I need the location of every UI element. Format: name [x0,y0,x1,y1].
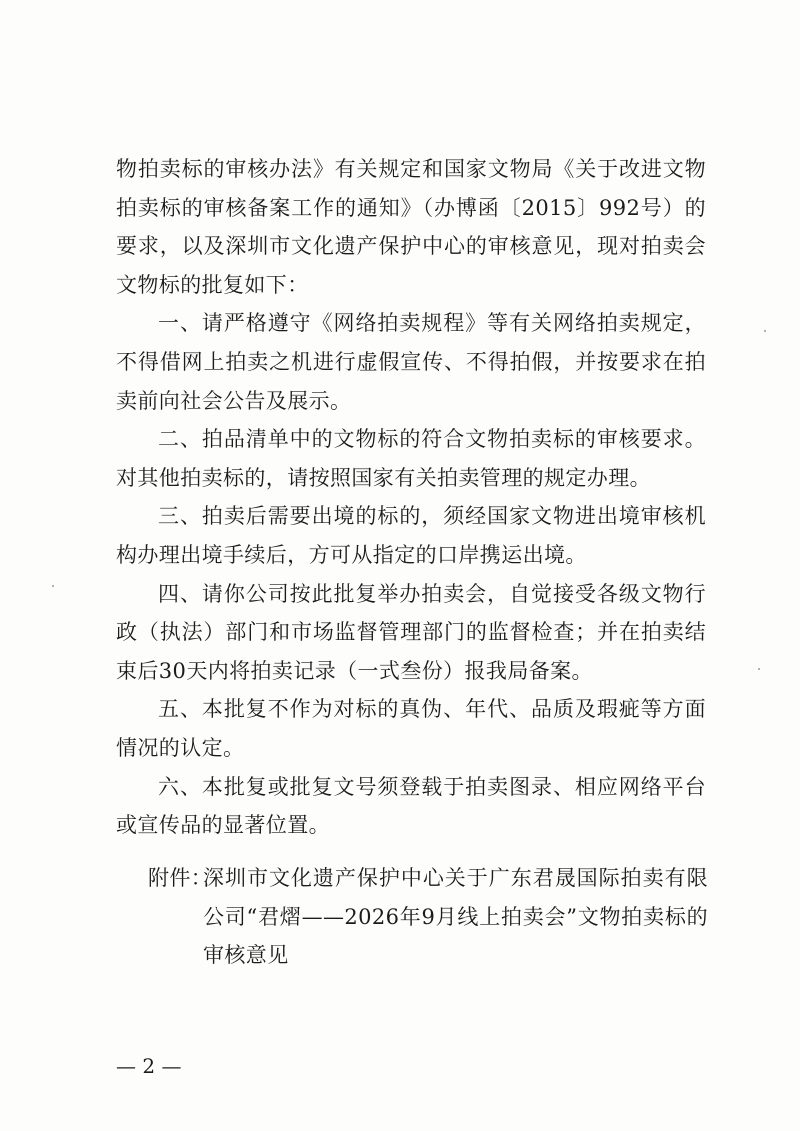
attachment-label: 附件： [148,866,213,890]
page-number: — 2 — [116,1054,182,1078]
paragraph-item-3: 三、拍卖后需要出境的标的，须经国家文物进出境审核机构办理出境手续后，方可从指定的口岸携运出境。 [116,504,706,567]
paragraph-item-1: 一、请严格遵守《网络拍卖规程》等有关网络拍卖规定，不得借网上拍卖之机进行虚假宣传、不得拍假，并按要求在拍卖前向社会公告及展示。 [116,311,706,413]
paragraph-item-2: 二、拍品清单中的文物标的符合文物拍卖标的审核要求。对其他拍卖标的，请按照国家有关拍卖管理的规定办理。 [116,427,706,490]
paragraph-item-4: 四、请你公司按此批复举办拍卖会，自觉接受各级文物行政（执法）部门和市场监督管理部门的监督检查；并在拍卖结束后30天内将拍卖记录（一式叁份）报我局备案。 [116,581,706,683]
scan-speck [764,330,766,332]
scan-speck [758,668,760,670]
document-body [116,150,706,845]
paragraph-continuation: 物拍卖标的审核办法》有关规定和国家文物局《关于改进文物拍卖标的审核备案工作的通知》（办博函〔2015〕992号）的要求，以及深圳市文化遗产保护中心的审核意见，现对拍卖会文物标的批复如下： [116,157,706,297]
attachment-block [148,859,708,975]
scan-speck [52,585,54,587]
paragraph-item-5: 五、本批复不作为对标的真伪、年代、品质及瑕疵等方面情况的认定。 [116,697,706,760]
paragraph-item-6: 六、本批复或批复文号须登载于拍卖图录、相应网络平台或宣传品的显著位置。 [116,774,706,838]
attachment-text: 深圳市文化遗产保护中心关于广东君晟国际拍卖有限公司“君熠——2026年9月线上拍卖会”文物拍卖标的审核意见 [203,866,708,968]
